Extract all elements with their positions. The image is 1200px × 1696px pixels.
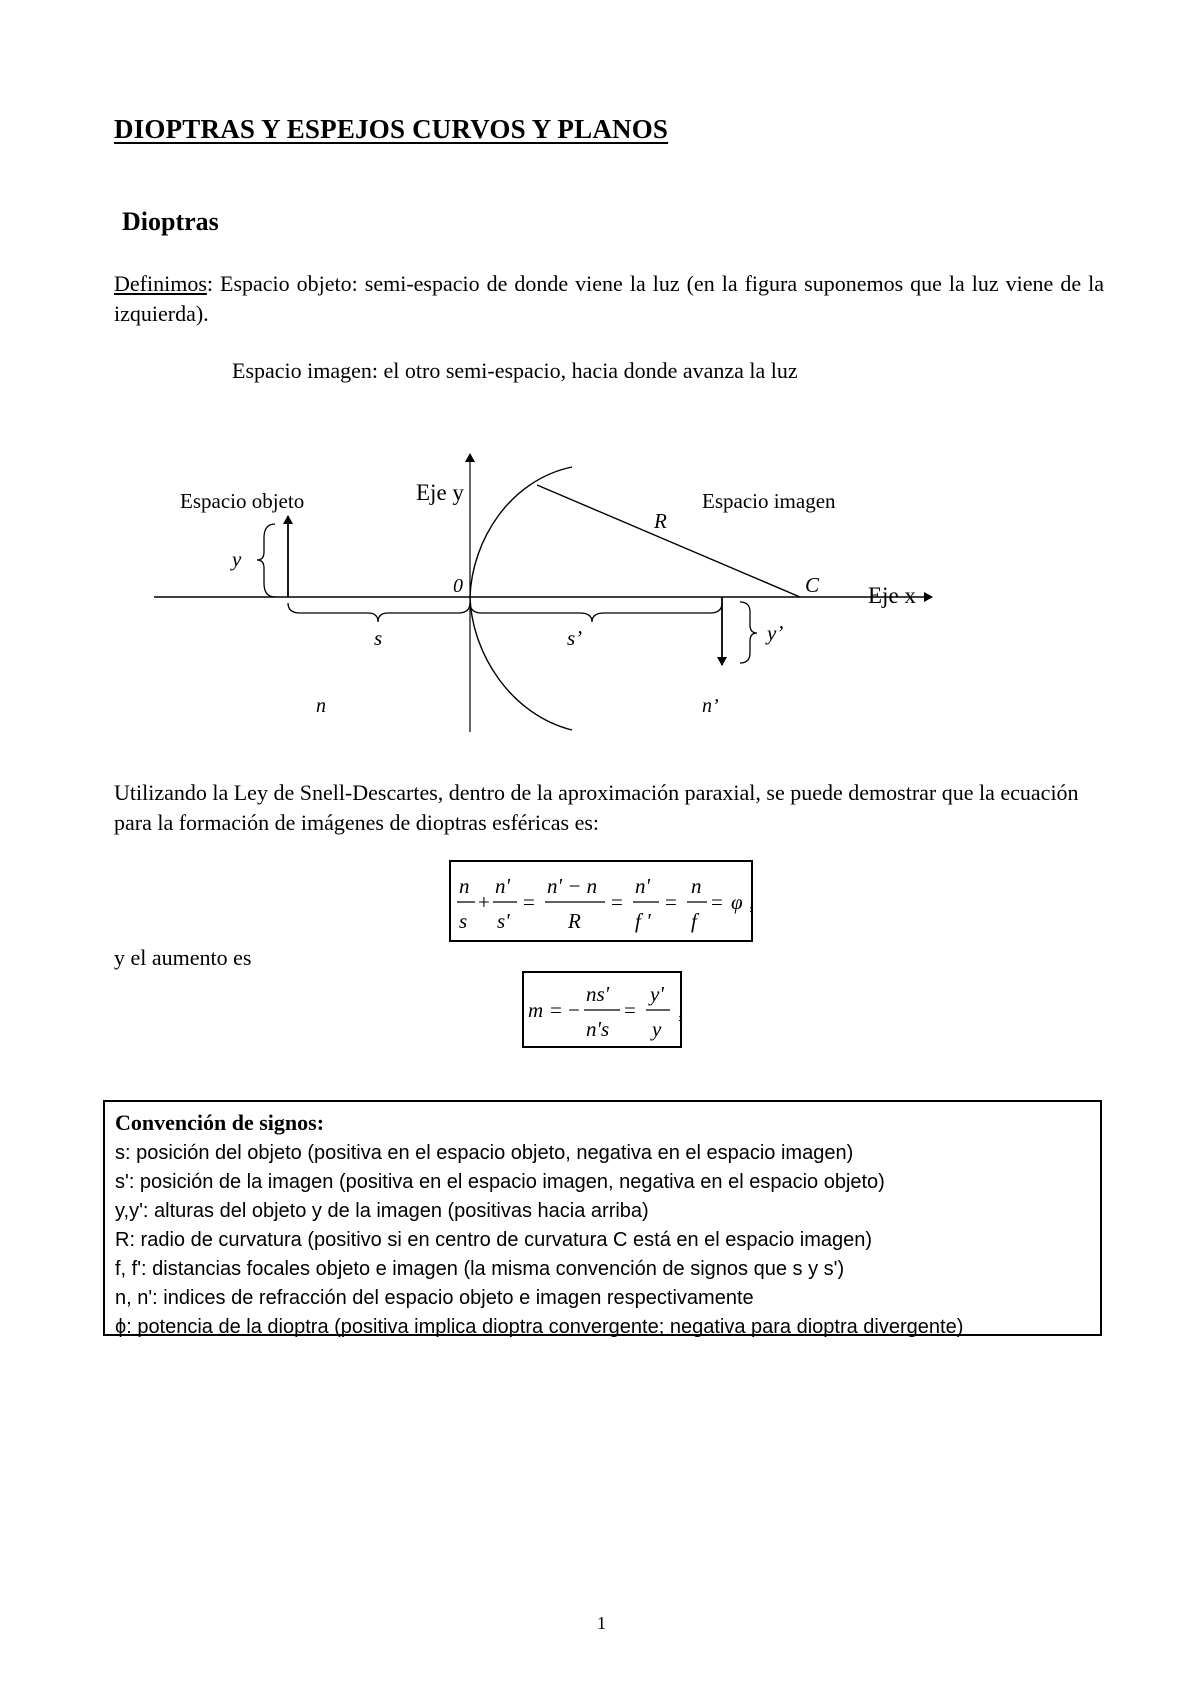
eq1-equals-1: = — [523, 890, 535, 914]
eq1-comma: , — [749, 889, 755, 914]
eq1-equals-3: = — [665, 890, 677, 914]
eq2-comma: , — [678, 998, 684, 1023]
eq2-minus: − — [568, 998, 580, 1022]
page-number: 1 — [597, 1613, 606, 1633]
n-prime-label: n’ — [702, 695, 719, 717]
eq1-phi: φ — [731, 890, 743, 914]
object-distance-brace — [288, 603, 470, 622]
dioptra-equation — [449, 860, 753, 942]
eq1-term2-denominator: s' — [497, 909, 510, 933]
definition-text: : Espacio objeto: semi-espacio de donde viene la luz (en la figura suponemos que la luz viene de la izquierda). — [114, 271, 1104, 326]
eq1-term3-denominator: R — [568, 909, 581, 933]
convention-line-r: R: radio de curvatura (positivo si en centro de curvatura C está en el espacio imagen) — [115, 1229, 873, 1251]
section-heading: Dioptras — [122, 207, 219, 236]
snell-paragraph: Utilizando la Ley de Snell-Descartes, dentro de la aproximación paraxial, se puede demostrar que la ecuación para la formación de imágenes de dioptras esféricas es: — [114, 780, 1079, 835]
page-title: DIOPTRAS Y ESPEJOS CURVOS Y PLANOS — [114, 114, 669, 144]
convention-line-phi: ϕ: potencia de la dioptra (positiva implica dioptra convergente; negativa para dioptra divergente) — [115, 1316, 964, 1338]
image-distance-brace — [470, 603, 722, 622]
definition-paragraph — [114, 269, 1104, 329]
eq1-term1-denominator: s — [459, 909, 468, 933]
eq2-fraction2-denominator: y — [652, 1017, 662, 1041]
object-distance-label: s — [374, 626, 383, 650]
center-label: C — [805, 573, 820, 597]
eq2-equals-1: = — [550, 998, 562, 1022]
image-space-definition: Espacio imagen: el otro semi-espacio, hacia donde avanza la luz — [232, 358, 798, 383]
eq2-fraction1-denominator: n's — [586, 1017, 610, 1041]
convention-line-s-prime: s': posición de la imagen (positiva en el espacio imagen, negativa en el espacio objeto) — [115, 1171, 885, 1193]
object-height-label: y — [232, 547, 242, 571]
image-distance-label: s’ — [567, 626, 583, 650]
eq1-term4-denominator: f ' — [635, 909, 651, 933]
convention-line-s: s: posición del objeto (positiva en el espacio objeto, negativa en el espacio imagen) — [115, 1142, 854, 1164]
eq2-fraction2-numerator: y' — [650, 982, 664, 1006]
eq2-equals-2: = — [624, 998, 636, 1022]
convention-line-f: f, f': distancias focales objeto e imagen (la misma convención de signos que s y s') — [115, 1258, 845, 1280]
image-height-brace — [740, 602, 757, 663]
eq1-term3-numerator: n' − n — [547, 874, 598, 898]
y-axis-label: Eje y — [416, 480, 464, 505]
eq2-fraction1-numerator: ns' — [586, 982, 610, 1006]
eq1-plus: + — [478, 890, 490, 914]
sign-convention-colon: : — [316, 1110, 325, 1135]
convention-line-y: y,y': alturas del objeto y de la imagen (positivas hacia arriba) — [115, 1200, 649, 1222]
eq2-m: m — [528, 998, 544, 1022]
sign-convention-box — [103, 1100, 1102, 1336]
radius-label: R — [654, 509, 667, 533]
eq1-equals-2: = — [611, 890, 623, 914]
magnification-text: y el aumento es — [114, 945, 252, 970]
definition-label: Definimos — [114, 271, 207, 296]
image-height-label: y’ — [767, 621, 784, 645]
eq1-equals-4: = — [711, 890, 723, 914]
object-height-brace — [257, 524, 275, 597]
convention-line-n: n, n': indices de refracción del espacio objeto e imagen respectivamente — [115, 1287, 754, 1309]
magnification-equation — [522, 971, 682, 1048]
x-axis-label: Eje x — [868, 583, 916, 608]
eq1-term5-numerator: n — [691, 874, 702, 898]
spherical-surface — [470, 467, 572, 730]
eq1-term5-denominator: f — [691, 909, 697, 933]
n-label: n — [316, 695, 326, 717]
image-space-label: Espacio imagen — [702, 489, 836, 513]
eq1-term1-numerator: n — [459, 874, 470, 898]
eq1-term4-numerator: n' — [635, 874, 650, 898]
origin-label: 0 — [453, 575, 463, 597]
object-space-label: Espacio objeto — [180, 489, 305, 513]
sign-convention-heading: Convención de signos — [115, 1110, 317, 1135]
eq1-term2-numerator: n' — [495, 874, 510, 898]
dioptra-diagram — [140, 440, 960, 740]
